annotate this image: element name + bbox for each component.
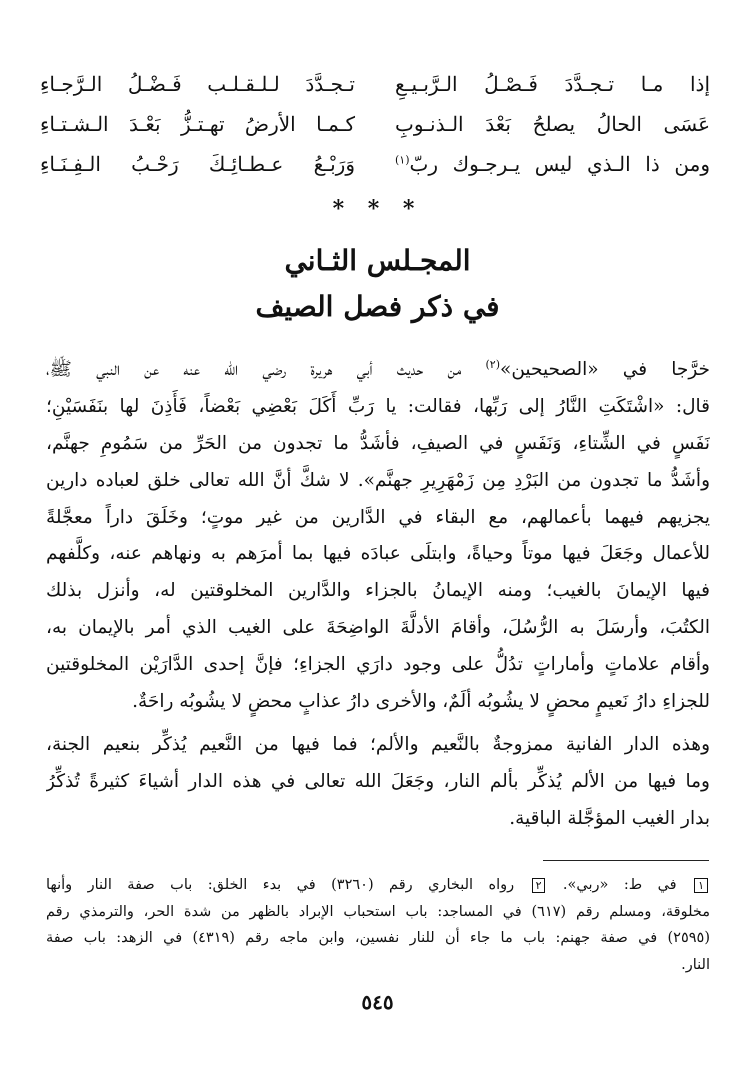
footnote-text: في ط: «ربي».: [547, 877, 693, 893]
poem-verse: [40, 64, 710, 104]
footnote-line: (٢٥٩٥) في صفة جهنم: باب ما جاء أن للنار نفسين، وابن ماجه رقم (٤٣١٩) في الزهد: باب صفة: [46, 930, 710, 946]
text-line: للجزاءِ دارُ نَعيمٍ محضٍ لا يشُوبُه ألَمٌ، والأخرى دارُ عذابٍ محضٍ لا يشُوبُه راحَةٌ.: [132, 691, 710, 713]
text-line: وأقام علاماتٍ وأماراتٍ تدُلُّ على وجود دارَي الجزاءِ؛ فإنَّ إحدى الدَّارَيْن المخلوقتين: [46, 654, 710, 676]
text-line: يجزيهم فيهما بأعمالهم، مع البقاء في الدَّارين من غير موتٍ؛ وخَلَقَ داراً معجَّلةً: [46, 506, 710, 528]
footnote-ref: (٢): [485, 357, 501, 371]
text-line: وهذه الدار الفانية ممزوجةٌ بالنَّعيم والألم؛ فما فيها من النَّعيم يُذكِّر بنعيم الجنة،: [46, 733, 710, 755]
poem-verse: [40, 104, 710, 144]
footnote-ref: (١): [395, 153, 410, 167]
text-line: نَفَسٍ في الشِّتاءِ، وَنَفَسٍ في الصيفِ، فأشَدُّ ما تجدون من الحَرِّ من سَمُومِ جهنَّم،: [46, 432, 710, 454]
text-line: وما فيها من الألم يُذكِّر بألم النار، وجَعَلَ الله تعالى في هذه الدار أشياءَ كثيرةً تُذكِّرُ: [46, 770, 710, 792]
page-number: ٥٤٥: [361, 990, 394, 1014]
text-line: للأعمال وجَعَلَ فيها موتاً وحياةً، وابتلَى عبادَه فيها بما أمرَهم به ونهاهم عنه، وكلَّفهم: [46, 543, 710, 565]
chapter-title: المجـلس الثـاني: [284, 244, 471, 277]
text-run: خرَّجا في «الصحيحين»: [500, 359, 710, 380]
text-line: قال: «اشْتَكَتِ النَّارُ إلى رَبِّها، فقالت: يا رَبِّ أَكَلَ بَعْضِي بَعْضاً، فَأَذِنَ لها بنَفَسَيْنِ؛: [46, 395, 710, 417]
poem: [40, 64, 710, 184]
verse-left-hemistich: وَرَبْـعُ عـطـائِـكَ رَحْـبُ الـفِـنَـاءِ: [40, 152, 355, 176]
verse-text: ومن ذا الـذي ليس يـرجـوك ربّ: [409, 152, 710, 176]
footnote-divider: [543, 860, 709, 861]
footnote-line: [46, 872, 710, 899]
text-line: الكتُبَ، وأرسَلَ به الرُّسُلَ، وأقامَ الأدلَّةَ الواضِحَةَ على الغيب الذي أمر بالإيمان به،: [46, 617, 710, 639]
text-line: بدار الغيب المؤجَّلة الباقية.: [509, 807, 710, 829]
verse-left-hemistich: تـجـدَّدَ لـلـقـلـب فَـضْـلُ الـرَّجـاءِ: [40, 72, 355, 96]
verse-right-hemistich: عَسَى الحالُ يصلحُ بَعْدَ الـذنـوبِ: [395, 112, 710, 136]
footnote-text: رواه البخاري رقم (٣٢٦٠) في بدء الخلق: باب صفة النار وأنها: [46, 877, 530, 893]
verse-left-hemistich: كـمـا الأرضُ تهـتـزُّ بَعْـدَ الـشـتـاءِ: [40, 112, 355, 136]
footnote-line: مخلوقة، ومسلم رقم (٦١٧) في المساجد: باب استحباب الإبراد بالظهر من شدة الحر، والترمذي رقم: [46, 903, 710, 920]
footnote-line: النار.: [681, 956, 710, 973]
footnote-number: ١: [694, 878, 708, 893]
poem-verse: [40, 144, 710, 184]
text-line: فيها الإيمانَ بالغيب؛ ومنه الإيمانُ بالجزاء والدَّارين المخلوقتين له، وأنزل بذلك: [46, 580, 710, 602]
text-run: من حديث أبي هريرة رضي الله عنه عن النبي ﷺ،: [46, 359, 486, 380]
text-line: [46, 352, 710, 389]
verse-right-hemistich: [395, 152, 710, 176]
chapter-subtitle: في ذكر فصل الصيف: [255, 290, 500, 323]
body-text: [46, 352, 710, 838]
text-line: وأشَدُّ ما تجدون من البَرْدِ مِن زَمْهَرِيرِ جهنَّم». لا شكَّ أنَّ الله تعالى خلق لعباده دارين: [46, 469, 710, 491]
footnotes: [46, 872, 710, 978]
footnote-number: ٢: [532, 878, 546, 893]
verse-right-hemistich: إذا مـا تـجـدَّدَ فَـصْـلُ الـرَّبـيـعِ: [395, 72, 710, 96]
section-separator: * * *: [332, 196, 423, 222]
